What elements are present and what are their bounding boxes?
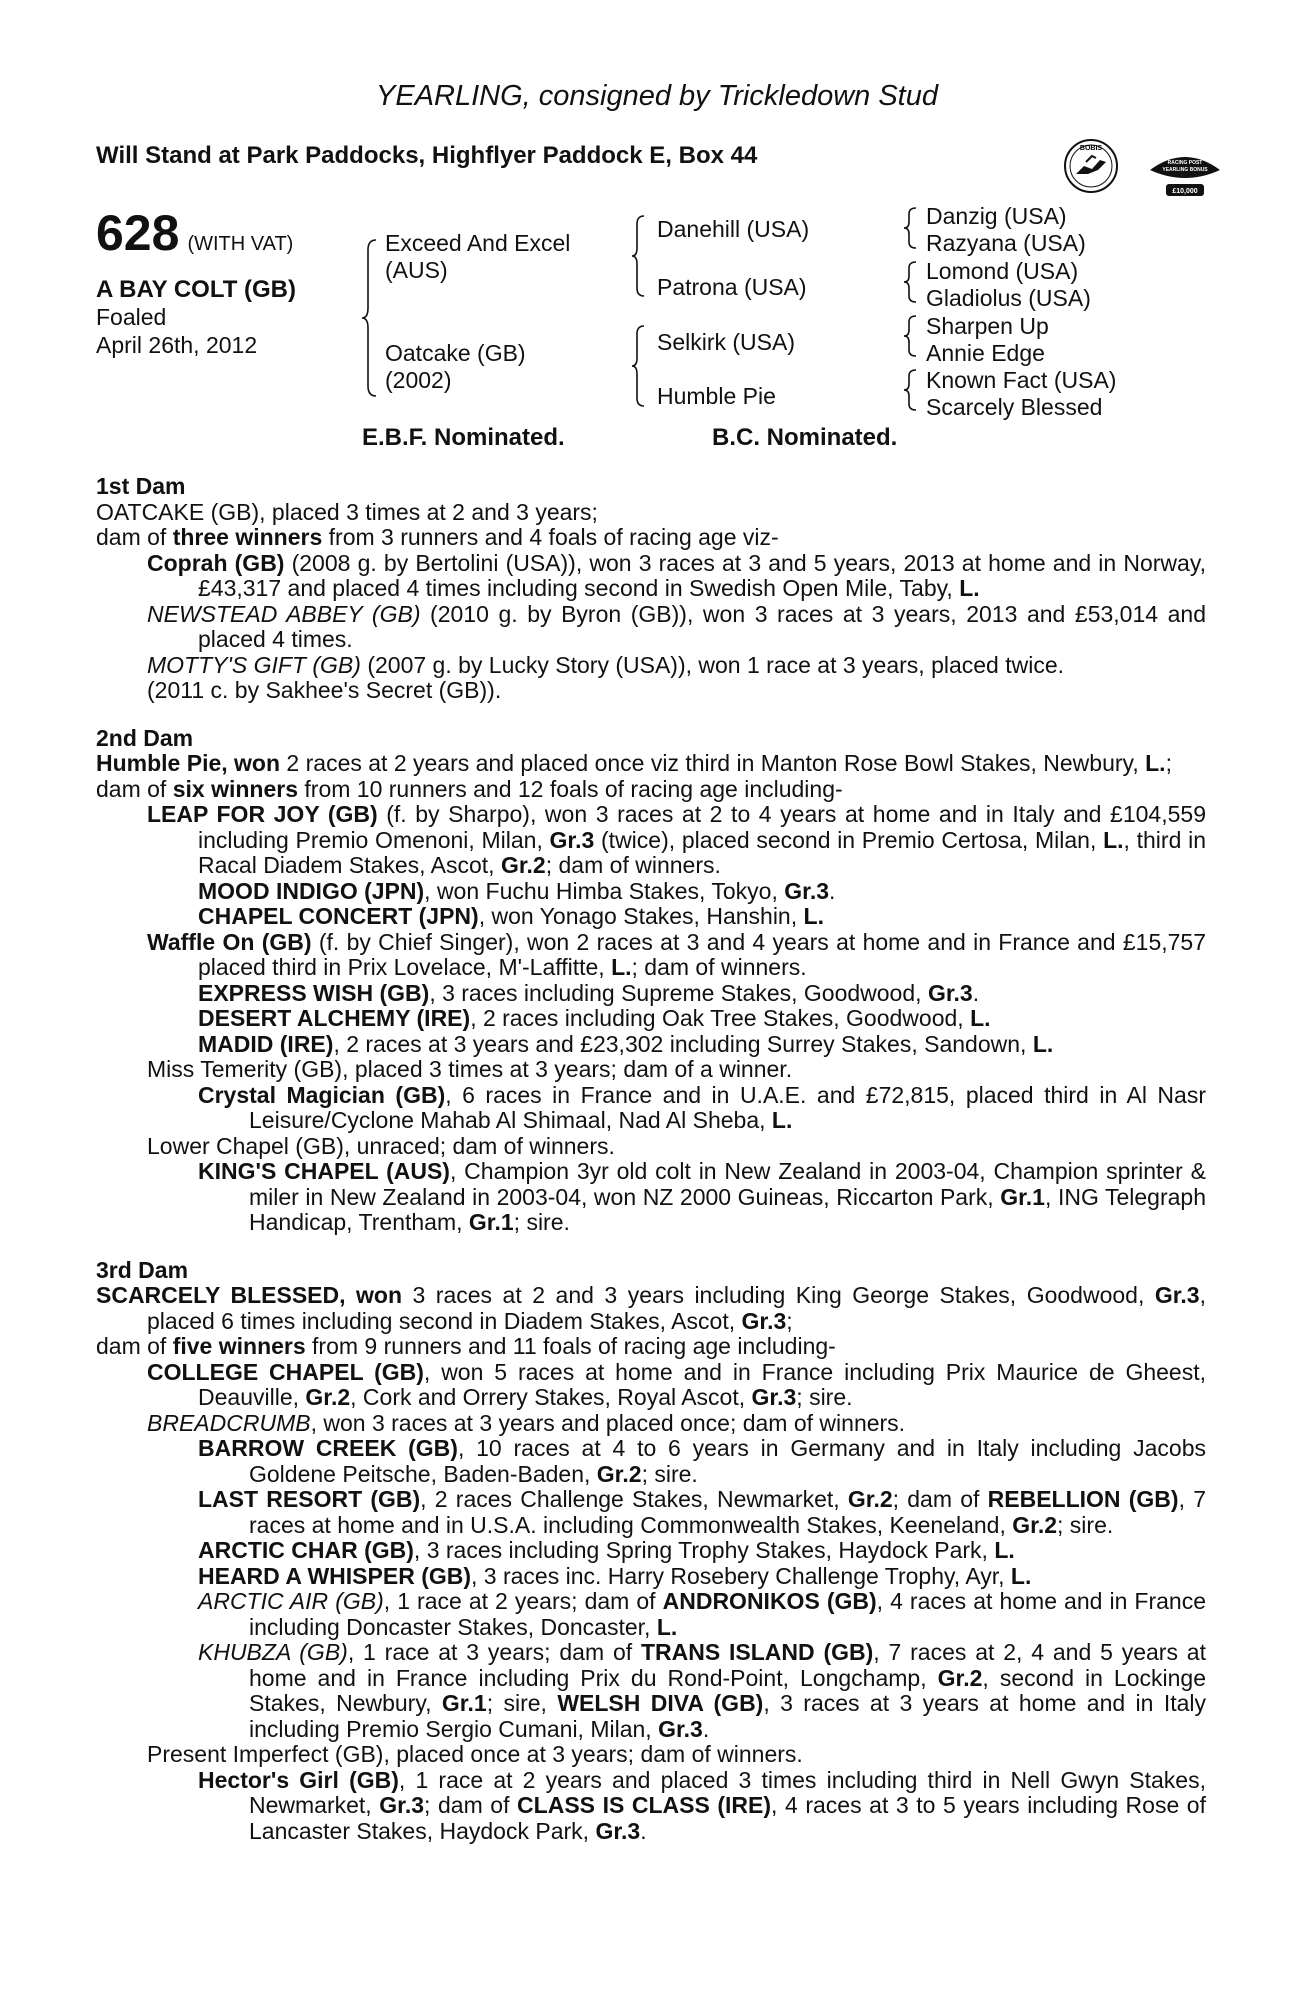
racing-post-bonus-logo xyxy=(1146,146,1224,204)
produce-entry: (2011 c. by Sakhee's Secret (GB)). xyxy=(147,677,502,703)
sire-name: Exceed And Excel xyxy=(385,230,571,256)
ebf-nominated: E.B.F. Nominated. xyxy=(362,424,565,451)
pedigree-brace-3b xyxy=(904,260,918,304)
pedigree-brace-3c xyxy=(904,314,918,358)
pedigree-g3-3: Lomond (USA) xyxy=(926,258,1079,284)
pedigree-brace-sire xyxy=(632,214,646,298)
dam-year: (2002) xyxy=(385,367,452,393)
svg-text:YEARLING BONUS: YEARLING BONUS xyxy=(1162,167,1208,173)
pedigree-sire-dam: Patrona (USA) xyxy=(657,274,807,300)
produce-entry: CHAPEL CONCERT (JPN), won Yonago Stakes, Hanshin, L. xyxy=(198,903,824,929)
produce-entry: Miss Temerity (GB), placed 3 times at 3 years; dam of a winner. xyxy=(147,1056,793,1082)
second-dam-line: Humble Pie, won 2 races at 2 years and placed once viz third in Manton Rose Bowl Stakes, Newbury, L.; xyxy=(96,750,1172,776)
pedigree-g3-6: Annie Edge xyxy=(926,340,1045,366)
third-dam-produce: dam of five winners from 9 runners and 11 foals of racing age including- xyxy=(96,1333,836,1359)
produce-entry: Hector's Girl (GB), 1 race at 2 years and placed 3 times including third in Nell Gwyn Stakes, Newmarket, Gr.3; dam of CLASS IS CLASS (IRE), 4 races at 3 to 5 years including Rose of Lancaster Stakes, Haydock Park, Gr.3. xyxy=(198,1766,1206,1844)
produce-entry: LAST RESORT (GB), 2 races Challenge Stakes, Newmarket, Gr.2; dam of REBELLION (GB), 7 races at home and in U.S.A. including Commonwealth Stakes, Keeneland, Gr.2; sire. xyxy=(198,1486,1206,1538)
pedigree-g3-8: Scarcely Blessed xyxy=(926,394,1103,420)
foaled-info xyxy=(96,303,257,359)
pedigree-brace-dam xyxy=(632,324,646,408)
third-dam-line: SCARCELY BLESSED, won 3 races at 2 and 3 years including King George Stakes, Goodwood, Gr.3, placed 6 times including second in Diadem Stakes, Ascot, Gr.3; xyxy=(96,1282,1206,1334)
pedigree-dam xyxy=(385,340,526,394)
pedigree-sire xyxy=(385,230,570,284)
produce-entry: Waffle On (GB) (f. by Chief Singer), won 2 races at 3 and 4 years at home and in France and £15,757 placed third in Prix Lovelace, M'-Laffitte, L.; dam of winners. xyxy=(147,928,1206,980)
svg-text:BOBIS: BOBIS xyxy=(1079,145,1103,152)
pedigree-brace-3a xyxy=(904,206,918,250)
bobis-logo xyxy=(1058,136,1124,196)
produce-entry: Lower Chapel (GB), unraced; dam of winners. xyxy=(147,1132,615,1159)
dam-line-text xyxy=(96,474,1206,1844)
produce-entry: MOOD INDIGO (JPN), won Fuchu Himba Stakes, Tokyo, Gr.3. xyxy=(198,877,836,904)
produce-entry: Coprah (GB) (2008 g. by Bertolini (USA)), won 3 races at 3 and 5 years, 2013 at home and in Norway, £43,317 and placed 4 times including second in Swedish Open Mile, Taby, L. xyxy=(147,549,1206,601)
pedigree-dam-sire: Selkirk (USA) xyxy=(657,329,796,355)
produce-entry: KING'S CHAPEL (AUS), Champion 3yr old colt in New Zealand in 2003-04, Champion sprinter & miler in New Zealand in 2003-04, won NZ 2000 Guineas, Riccarton Park, Gr.1, ING Telegraph Handicap, Trentham, Gr.1; sire. xyxy=(198,1158,1206,1235)
pedigree-g3-2: Razyana (USA) xyxy=(926,230,1086,256)
dam-name: Oatcake (GB) xyxy=(385,340,526,366)
produce-entry: Crystal Magician (GB), 6 races in France and in U.A.E. and £72,815, placed third in Al Nasr Leisure/Cyclone Mahab Al Shimaal, Nad Al Sheba, L. xyxy=(198,1081,1206,1133)
second-dam-produce: dam of six winners from 10 runners and 12 foals of racing age including- xyxy=(96,775,843,802)
second-dam-heading: 2nd Dam xyxy=(96,724,194,751)
produce-entry: ARCTIC CHAR (GB), 3 races including Spring Trophy Stakes, Haydock Park, L. xyxy=(198,1537,1015,1563)
produce-entry: NEWSTEAD ABBEY (GB) (2010 g. by Byron (GB)), won 3 races at 3 years, 2013 and £53,014 and placed 4 times. xyxy=(147,600,1207,652)
stand-location: Will Stand at Park Paddocks, Highflyer Paddock E, Box 44 xyxy=(96,142,758,169)
pedigree-g3-7: Known Fact (USA) xyxy=(926,367,1117,393)
produce-entry: EXPRESS WISH (GB), 3 races including Supreme Stakes, Goodwood, Gr.3. xyxy=(198,979,980,1006)
pedigree-brace-gen1 xyxy=(362,238,378,398)
produce-entry: MOTTY'S GIFT (GB) (2007 g. by Lucky Story (USA)), won 1 race at 3 years, placed twice. xyxy=(147,651,1065,678)
first-dam-line: OATCAKE (GB), placed 3 times at 2 and 3 years; xyxy=(96,498,598,525)
pedigree-g3-1: Danzig (USA) xyxy=(926,203,1067,229)
pedigree-sire-sire: Danehill (USA) xyxy=(657,216,810,242)
sire-country: (AUS) xyxy=(385,257,448,283)
horse-description: A BAY COLT (GB) xyxy=(96,276,297,303)
produce-entry: DESERT ALCHEMY (IRE), 2 races including Oak Tree Stakes, Goodwood, L. xyxy=(198,1005,991,1031)
produce-entry: MADID (IRE), 2 races at 3 years and £23,302 including Surrey Stakes, Sandown, L. xyxy=(198,1030,1054,1057)
consignment-heading: YEARLING, consigned by Trickledown Stud xyxy=(375,80,938,112)
pedigree-dam-dam: Humble Pie xyxy=(657,383,776,409)
pedigree-g3-5: Sharpen Up xyxy=(926,313,1049,339)
produce-entry: KHUBZA (GB), 1 race at 3 years; dam of TRANS ISLAND (GB), 7 races at 2, 4 and 5 years at home and in France including Prix du Rond-Point, Longchamp, Gr.2, second in Lockinge Stakes, Newbury, Gr.1; sire, WELSH DIVA (GB), 3 races at 3 years at home and in Italy including Premio Sergio Cumani, Milan, Gr.3. xyxy=(198,1639,1207,1742)
produce-entry: Present Imperfect (GB), placed once at 3 years; dam of winners. xyxy=(147,1741,803,1767)
produce-entry: HEARD A WHISPER (GB), 3 races inc. Harry Rosebery Challenge Trophy, Ayr, L. xyxy=(198,1562,1032,1589)
third-dam-heading: 3rd Dam xyxy=(96,1256,189,1283)
produce-entry: COLLEGE CHAPEL (GB), won 5 races at home and in France including Prix Maurice de Gheest, Deauville, Gr.2, Cork and Orrery Stakes, Royal Ascot, Gr.3; sire. xyxy=(147,1358,1206,1410)
produce-entry: LEAP FOR JOY (GB) (f. by Sharpo), won 3 races at 2 to 4 years at home and in Italy and £104,559 including Premio Omenoni, Milan, Gr.3 (twice), placed second in Premio Certosa, Milan, L., third in Racal Diadem Stakes, Ascot, Gr.2; dam of winners. xyxy=(147,801,1206,878)
lot-number-block xyxy=(96,204,293,262)
produce-entry: BARROW CREEK (GB), 10 races at 4 to 6 years in Germany and in Italy including Jacobs Goldene Peitsche, Baden-Baden, Gr.2; sire. xyxy=(198,1435,1206,1487)
pedigree-g3-4: Gladiolus (USA) xyxy=(926,285,1091,311)
pedigree-brace-3d xyxy=(904,368,918,412)
vat-note: (WITH VAT) xyxy=(187,233,294,255)
foaled-label: Foaled xyxy=(96,304,167,330)
foaled-date: April 26th, 2012 xyxy=(96,332,258,358)
first-dam-produce: dam of three winners from 3 runners and 4 foals of racing age viz- xyxy=(96,524,779,550)
produce-entry: BREADCRUMB, won 3 races at 3 years and placed once; dam of winners. xyxy=(147,1409,906,1436)
svg-text:£10,000: £10,000 xyxy=(1172,188,1198,195)
bc-nominated: B.C. Nominated. xyxy=(712,424,898,451)
produce-entry: ARCTIC AIR (GB), 1 race at 2 years; dam of ANDRONIKOS (GB), 4 races at home and in France including Doncaster Stakes, Doncaster, L. xyxy=(198,1588,1206,1640)
svg-text:RACING POST: RACING POST xyxy=(1167,160,1203,166)
first-dam-heading: 1st Dam xyxy=(96,473,186,499)
lot-number: 628 xyxy=(96,205,180,261)
